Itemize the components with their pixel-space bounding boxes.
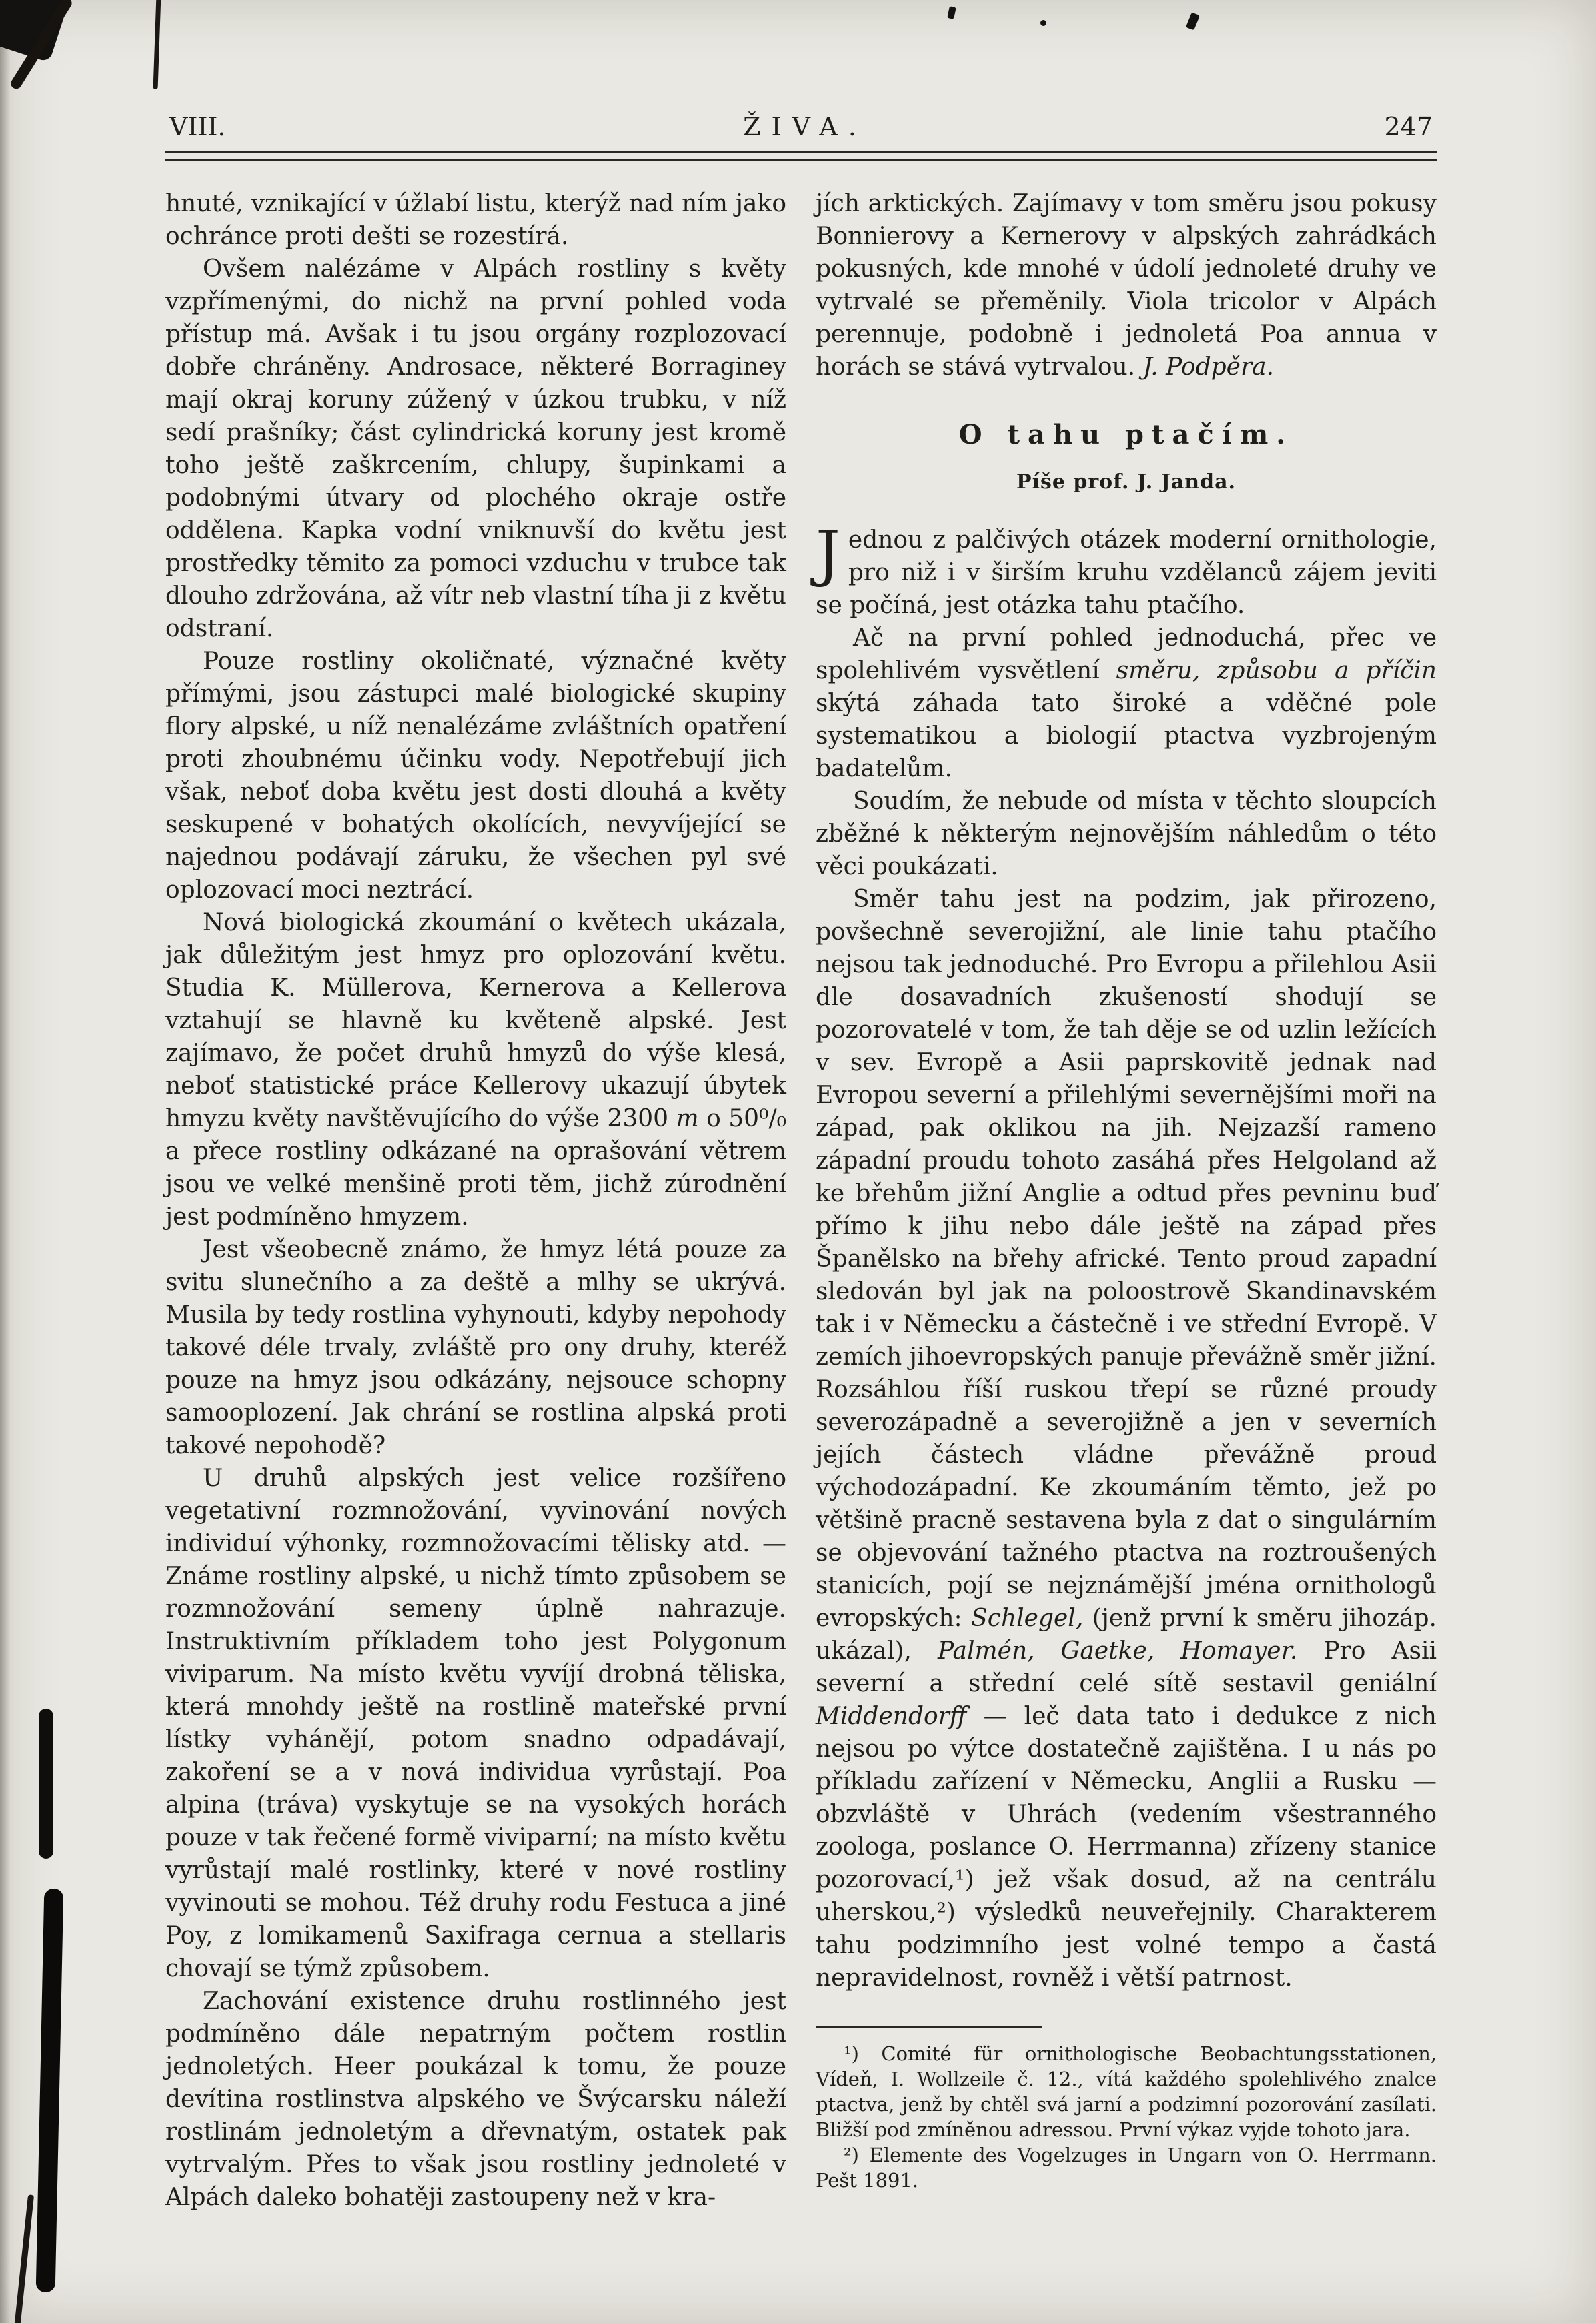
footnotes [816,2041,1437,2193]
botany-article-ending [816,187,1437,383]
paragraph: ²) Elemente des Vogelzuges in Ungarn von O. Herrmann. Pešt 1891. [816,2144,1437,2192]
volume-number: VIII. [169,112,226,141]
article-title: O tahu ptačím. [958,419,1294,450]
drop-cap: J [816,518,840,589]
paragraph: Jednou z palčivých otázek moderní ornithologie, pro niž i v širším kruhu vzdělanců zájem jeviti se počíná, jest otázka tahu ptačího. [816,518,1437,619]
scan-edge-shadow [0,0,11,2323]
scan-artifact-speck [1040,20,1046,26]
page-number: 247 [1384,112,1433,141]
paragraph: Nová biologická zkoumání o květech ukázala, jak důležitým jest hmyz pro oplozování květu. Studia K. Müllerova, Kernerova a Kellerova vztahují se hlavně ku květeně alpské. Jest zajímavo, že počet druhů hmyzů do výše klesá, neboť statistické práce Kellerovy ukazují úbytek hmyzu květy navštěvujícího do výše 2300 m o 50⁰/₀ a přece rostliny odkázané na oprašování větrem jsou ve velké menšině proti těm, jichž zúrodnění jest podmíněno hmyzem. [165,909,787,1231]
article-byline: Píše prof. J. Janda. [1016,470,1236,494]
scan-artifact-streak [39,1709,53,1859]
paragraph: Směr tahu jest na podzim, jak přirozeno, povšechně severojižní, ale linie tahu ptačího nejsou tak jednoduché. Pro Evropu a přilehlou Asii dle dosavadních zkušeností shodují se pozorovatelé v tom, že tah děje se od uzlin ležících v sev. Evropě a Asii paprskovitě jednak nad Evropou severní a přilehlými severnějšími moři na západ, pak oklikou na jih. Nejzazší rameno západní proudu tohoto zasáhá přes Helgoland až ke břehům jižní Anglie a odtud přes pevninu buď přímo k jihu nebo dále ještě na západ přes Španělsko na břehy africké. Tento proud zapadní sledován byl jak na poloostrově Skandinavském tak i v Německu a částečně i ve střední Evropě. V zemích jihoevropských panuje převážně směr jižní. Rozsáhlou říší ruskou třepí se různé proudy severozápadně a severojižně a jen v severních jejích částech vládne převážně proud východozápadní. Ke zkoumáním těmto, jež po většině pracně sestavena byla z dat o singulárním se objevování tažného ptactva na roztroušených stanicích, pojí se nejznámější jména ornithologů evropských: Schlegel, (jenž první k směru jihozáp. ukázal), Palmén, Gaetke, Homayer. Pro Asii severní a střední celé sítě sestavil geniální Middendorff — leč data tato i dedukce z nich nejsou po výtce dostatečně zajištěna. I u nás po příkladu zařízení v Německu, Anglii a Rusku — obzvláště v Uhrách (vedením všestranného zoologa, poslance O. Herrmanna) zřízeny stanice pozorovací,¹) jež však dosud, až na centrálu uherskou,²) výsledků neuveřejnily. Charakterem tahu podzimního jest volné tempo a častá nepravidelnost, rovněž i větší patrnost. [816,886,1437,1992]
scan-artifact-speck [1186,12,1200,30]
paragraph: U druhů alpských jest velice rozšířeno vegetativní rozmnožování, vyvinování nových individuí výhonky, rozmnožovacími tělisky atd. — Známe rostliny alpské, u nichž tímto způsobem se rozmnožování semeny úplně nahrazuje. Instruktivním příkladem toho jest Polygonum viviparum. Na místo květu vyvíjí drobná těliska, která mnohdy ještě na rostlině mateřské první lístky vyhánějí, potom snadno odpadávají, zakoření se a v nová individua vyrůstají. Poa alpina (tráva) vyskytuje se na vysokých horách pouze v tak řečené formě viviparní; na místo květu vyrůstají malé rostlinky, které v nové rostliny vyvinouti se mohou. Též druhy rodu Festuca a jiné Poy, z lomikamenů Saxifraga cernua a stellaris chovají se týmž způsobem. [165,1465,786,1982]
page-content [165,112,1437,2214]
paragraph: ¹) Comité für ornithologische Beobachtungsstationen, Vídeň, I. Wollzeile č. 12., vítá každého spolehlivého znalce ptactva, jenž by chtěl svá jarní a podzimní pozorování zasílati. Bližší pod zmíněnou adressou. První výkaz vyjde tohoto jara. [816,2042,1437,2141]
footnote-separator [816,2026,1042,2028]
paragraph: Ač na první pohled jednoduchá, přec ve spolehlivém vysvětlení směru, způsobu a příčin skýtá záhada tato široké a vděčné pole systematikou a biologií ptactva vyzbrojeným badatelům. [816,624,1437,782]
scan-artifact-speck [947,6,956,19]
paragraph: jích arktických. Zajímavy v tom směru jsou pokusy Bonnierovy a Kernerovy v alpských zahrádkách pokusných, kde mnohé v údolí jednoleté druhy ve vytrvalé se přeměnily. Viola tricolor v Alpách perennuje, podobně i jednoletá Poa annua v horách se stává vytrvalou. J. Podpěra. [816,190,1437,381]
scan-artifact-line [153,0,161,89]
paragraph: Pouze rostliny okoličnaté, význačné květy přímými, jsou zástupci malé biologické skupiny flory alpské, u níž nenalézáme zvláštních opatření proti zhoubnému účinku vody. Nepotřebují jich však, neboť doba květu jest dosti dlouhá a květy seskupené v bohatých okolících, nevyvíjející se najednou podávají záruku, že všechen pyl své oplozovací moci neztrácí. [165,648,786,904]
paragraph: Ovšem nalézáme v Alpách rostliny s květy vzpřímenými, do nichž na první pohled voda přístup má. Avšak i tu jsou orgány rozplozovací dobře chráněny. Androsace, některé Borraginey mají okraj koruny zúžený v úzkou trubku, v níž sedí prašníky; část cylindrická koruny jest kromě toho ještě zaškrcením, chlupy, šupinkami a podobnými útvary od plochého okraje ostře oddělena. Kapka vodní vniknuvší do květu jest prostředky těmito za pomoci vzduchu v trubce tak dlouho zdržována, až vítr neb vlastní tíha ji z květu odstraní. [165,255,786,642]
left-column [165,187,786,2214]
right-column [816,187,1437,2214]
article-body [816,518,1437,1994]
scan-artifact-streak [36,1889,64,2292]
text-columns [165,187,1437,2214]
paragraph: Zachování existence druhu rostlinného jest podmíněno dále nepatrným počtem rostlin jednoletých. Heer poukázal k tomu, že pouze devítina rostlinstva alpského ve Švýcarsku náleží rostlinám jednoletým a dřevnatým, ostatek pak vytrvalým. Přes to však jsou rostliny jednoleté v Alpách daleko bohatěji zastoupeny než v kra- [165,1988,786,2211]
paragraph: hnuté, vznikající v úžlabí listu, kterýž nad ním jako ochránce proti dešti se rozestírá. [165,190,786,250]
article-header [816,418,1437,498]
journal-title: ŽIVA. [743,112,867,141]
scan-artifact-diagonal [9,2194,34,2323]
paragraph: Jest všeobecně známo, že hmyz létá pouze za svitu slunečního a za deště a mlhy se ukrývá. Musila by tedy rostlina vyhynouti, kdyby nepohody takové déle trvaly, zvláště pro ony druhy, kteréž pouze na hmyz jsou odkázány, nejsouce schopny samooplození. Jak chrání se rostlina alpská proti takové nepohodě? [165,1236,786,1459]
header-rule [165,151,1437,161]
paragraph: Soudím, že nebude od místa v těchto sloupcích zběžné k některým nejnovějším náhledům o této věci poukázati. [816,788,1437,880]
page-header [165,112,1437,141]
